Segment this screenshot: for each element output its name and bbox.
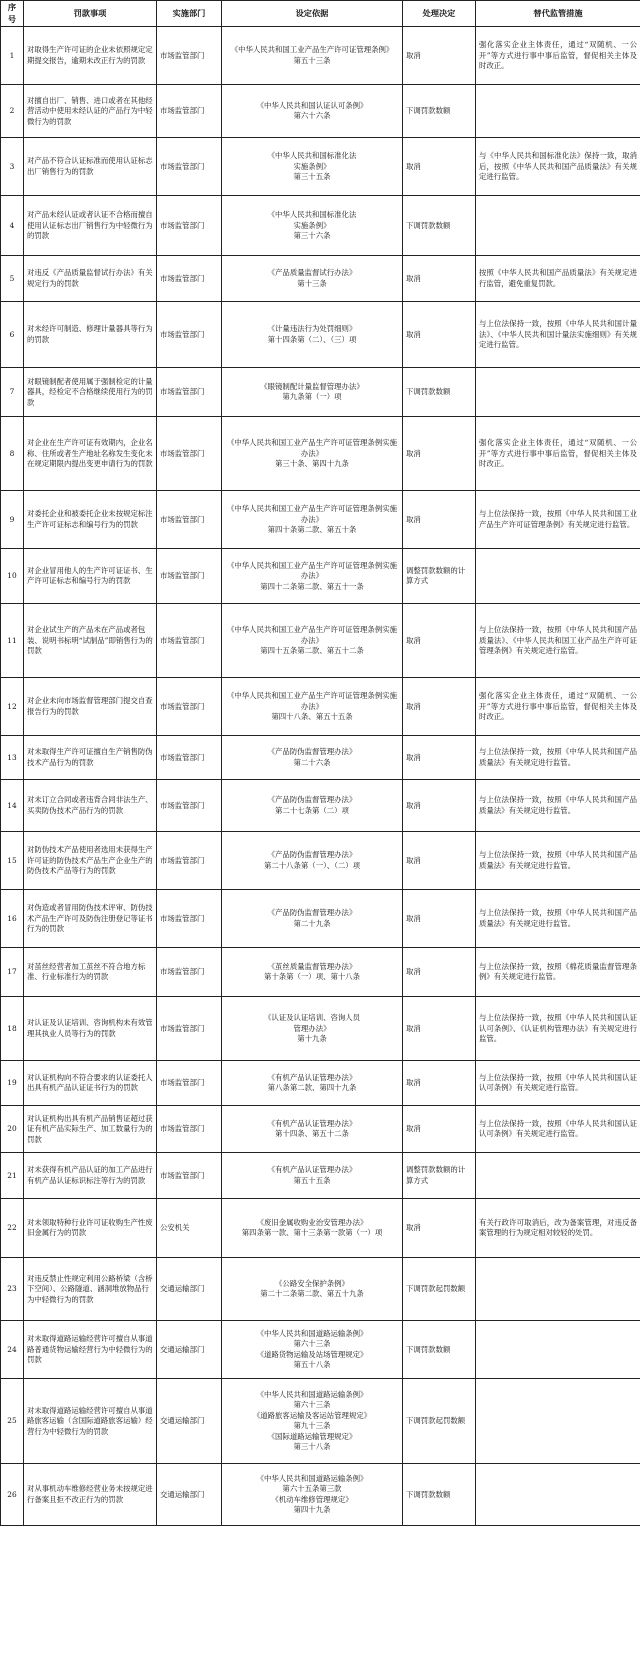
decision-cell: 调整罚款数额的计算方式 <box>403 549 476 604</box>
table-row <box>1 948 640 997</box>
table-row <box>1 196 640 256</box>
table-row <box>1 780 640 832</box>
legal-basis-cell: 《眼镜制配计量监督管理办法》 第九条第（一）项 <box>222 368 403 417</box>
row-number-cell: 9 <box>1 491 24 549</box>
row-number-cell: 22 <box>1 1199 24 1258</box>
penalty-item-cell: 对产品未经认证或者认证不合格而擅自使用认证标志出厂销售行为中轻微行为的罚款 <box>24 196 157 256</box>
table-row <box>1 491 640 549</box>
decision-cell: 取消 <box>403 1061 476 1106</box>
table-row <box>1 736 640 780</box>
table-row <box>1 27 640 85</box>
legal-basis-cell: 《有机产品认证管理办法》 第十四条、第五十二条 <box>222 1106 403 1153</box>
row-number-cell: 23 <box>1 1258 24 1321</box>
row-number-cell: 5 <box>1 256 24 302</box>
alternative-measures-cell: 与上位法保持一致，按照《中华人民共和国产品质量法》有关规定进行监管。 <box>476 832 640 890</box>
alternative-measures-cell <box>476 549 640 604</box>
table-row <box>1 85 640 138</box>
alternative-measures-cell: 与上位法保持一致，按照《中华人民共和国产品质量法》有关规定进行监管。 <box>476 780 640 832</box>
implementing-department-cell: 市场监管部门 <box>157 832 222 890</box>
table-row <box>1 678 640 736</box>
table-row <box>1 256 640 302</box>
decision-cell: 取消 <box>403 736 476 780</box>
table-body <box>1 27 640 1526</box>
legal-basis-cell: 《计量违法行为处罚细则》 第十四条第（二）、（三）项 <box>222 302 403 368</box>
implementing-department-cell: 市场监管部门 <box>157 1106 222 1153</box>
legal-basis-cell: 《公路安全保护条例》 第二十二条第二款、第五十九条 <box>222 1258 403 1321</box>
decision-cell: 取消 <box>403 302 476 368</box>
row-number-cell: 4 <box>1 196 24 256</box>
penalty-item-cell: 对未订立合同或者违背合同非法生产、买卖防伪技术产品行为的罚款 <box>24 780 157 832</box>
penalty-item-cell: 对未取得生产许可证擅自生产销售防伪技术产品行为的罚款 <box>24 736 157 780</box>
decision-cell: 取消 <box>403 890 476 948</box>
implementing-department-cell: 市场监管部门 <box>157 302 222 368</box>
decision-cell: 取消 <box>403 948 476 997</box>
row-number-cell: 2 <box>1 85 24 138</box>
decision-cell: 取消 <box>403 604 476 678</box>
legal-basis-cell: 《认证及认证培训、咨询人员 管理办法》 第十九条 <box>222 997 403 1061</box>
row-number-cell: 25 <box>1 1379 24 1464</box>
row-number-cell: 8 <box>1 417 24 491</box>
table-row <box>1 1379 640 1464</box>
decision-cell: 取消 <box>403 780 476 832</box>
penalty-item-cell: 对从事机动车维修经营业务未按规定进行备案且拒不改正行为的罚款 <box>24 1464 157 1526</box>
decision-cell: 下调罚款起罚数额 <box>403 1258 476 1321</box>
legal-basis-cell: 《中华人民共和国工业产品生产许可证管理条例实施办法》 第三十条、第四十九条 <box>222 417 403 491</box>
row-number-cell: 14 <box>1 780 24 832</box>
decision-cell: 取消 <box>403 1199 476 1258</box>
row-number-cell: 18 <box>1 997 24 1061</box>
legal-basis-cell: 《中华人民共和国道路运输条例》 第六十五条第三款 《机动车维修管理规定》 第四十九条 <box>222 1464 403 1526</box>
implementing-department-cell: 市场监管部门 <box>157 417 222 491</box>
implementing-department-cell: 市场监管部门 <box>157 491 222 549</box>
row-number-cell: 19 <box>1 1061 24 1106</box>
alternative-measures-cell: 与上位法保持一致，按照《中华人民共和国认证认可条例》有关规定进行监管。 <box>476 1061 640 1106</box>
alternative-measures-cell: 与上位法保持一致，按照《中华人民共和国产品质量法》有关规定进行监管。 <box>476 736 640 780</box>
row-number-cell: 10 <box>1 549 24 604</box>
alternative-measures-cell <box>476 1379 640 1464</box>
decision-cell: 下调罚款数额 <box>403 85 476 138</box>
row-number-cell: 15 <box>1 832 24 890</box>
implementing-department-cell: 交通运输部门 <box>157 1379 222 1464</box>
row-number-cell: 11 <box>1 604 24 678</box>
table-row <box>1 1464 640 1526</box>
penalty-item-cell: 对防伪技术产品使用者选用未获得生产许可证的防伪技术产品生产企业生产的防伪技术产品等行为的罚款 <box>24 832 157 890</box>
legal-basis-cell: 《有机产品认证管理办法》 第八条第二款、第四十九条 <box>222 1061 403 1106</box>
decision-cell: 下调罚款起罚数额 <box>403 1379 476 1464</box>
row-number-cell: 24 <box>1 1321 24 1379</box>
alternative-measures-cell: 与上位法保持一致，按照《中华人民共和国产品质量法》、《中华人民共和国工业产品生产许可证管理条例》有关规定进行监管。 <box>476 604 640 678</box>
table-row <box>1 302 640 368</box>
implementing-department-cell: 交通运输部门 <box>157 1321 222 1379</box>
alternative-measures-cell <box>476 1321 640 1379</box>
legal-basis-cell: 《中华人民共和国认证认可条例》 第六十六条 <box>222 85 403 138</box>
alternative-measures-cell <box>476 196 640 256</box>
legal-basis-cell: 《茧丝质量监督管理办法》 第十条第（一）项、第十八条 <box>222 948 403 997</box>
header-item: 罚款事项 <box>24 1 157 27</box>
implementing-department-cell: 市场监管部门 <box>157 1153 222 1199</box>
legal-basis-cell: 《中华人民共和国工业产品生产许可证管理条例实施办法》 第四十二条第二款、第五十一条 <box>222 549 403 604</box>
row-number-cell: 20 <box>1 1106 24 1153</box>
implementing-department-cell: 市场监管部门 <box>157 997 222 1061</box>
decision-cell: 取消 <box>403 417 476 491</box>
alternative-measures-cell: 有关行政许可取消后，改为备案管理，对违反备案管理的行为规定相对较轻的处罚。 <box>476 1199 640 1258</box>
table-row <box>1 604 640 678</box>
implementing-department-cell: 交通运输部门 <box>157 1258 222 1321</box>
alternative-measures-cell: 与上位法保持一致，按照《中华人民共和国认证认可条例》、《认证机构管理办法》有关规定进行监管。 <box>476 997 640 1061</box>
legal-basis-cell: 《中华人民共和国道路运输条例》 第六十三条 《道路货物运输及站场管理规定》 第五十八条 <box>222 1321 403 1379</box>
penalty-item-cell: 对违反禁止性规定利用公路桥梁（含桥下空间）、公路隧道、涵洞堆放物品行为中轻微行为的罚款 <box>24 1258 157 1321</box>
alternative-measures-cell: 与《中华人民共和国标准化法》保持一致，取消后，按照《中华人民共和国产品质量法》有关规定进行监管。 <box>476 138 640 196</box>
table-row <box>1 549 640 604</box>
legal-basis-cell: 《中华人民共和国工业产品生产许可证管理条例实施办法》 第四十五条第二款、第五十二条 <box>222 604 403 678</box>
implementing-department-cell: 市场监管部门 <box>157 138 222 196</box>
decision-cell: 取消 <box>403 997 476 1061</box>
implementing-department-cell: 市场监管部门 <box>157 368 222 417</box>
implementing-department-cell: 市场监管部门 <box>157 1061 222 1106</box>
implementing-department-cell: 交通运输部门 <box>157 1464 222 1526</box>
alternative-measures-cell: 与上位法保持一致，按照《中华人民共和国产品质量法》有关规定进行监管。 <box>476 890 640 948</box>
penalty-item-cell: 对茧丝经营者加工茧丝不符合地方标准、行业标准行为的罚款 <box>24 948 157 997</box>
penalty-item-cell: 对认证及认证培训、咨询机构未有效管理其执业人员等行为的罚款 <box>24 997 157 1061</box>
decision-cell: 调整罚款数额的计算方式 <box>403 1153 476 1199</box>
alternative-measures-cell <box>476 85 640 138</box>
legal-basis-cell: 《废旧金属收购业治安管理办法》 第四条第一款、第十三条第一款第（一）项 <box>222 1199 403 1258</box>
header-no: 序号 <box>1 1 24 27</box>
penalty-item-cell: 对未领取特种行业许可证收购生产性废旧金属行为的罚款 <box>24 1199 157 1258</box>
legal-basis-cell: 《产品防伪监督管理办法》 第二十六条 <box>222 736 403 780</box>
table-row <box>1 1321 640 1379</box>
decision-cell: 取消 <box>403 138 476 196</box>
row-number-cell: 6 <box>1 302 24 368</box>
penalty-item-cell: 对企业冒用他人的生产许可证证书、生产许可证标志和编号行为的罚款 <box>24 549 157 604</box>
alternative-measures-cell <box>476 1153 640 1199</box>
decision-cell: 下调罚款数额 <box>403 368 476 417</box>
row-number-cell: 17 <box>1 948 24 997</box>
legal-basis-cell: 《产品质量监督试行办法》 第十三条 <box>222 256 403 302</box>
row-number-cell: 1 <box>1 27 24 85</box>
alternative-measures-cell: 强化落实企业主体责任，通过“双随机、一公开”等方式进行事中事后监管，督促相关主体及时改正。 <box>476 27 640 85</box>
header-alt-measures: 替代监管措施 <box>476 1 640 27</box>
legal-basis-cell: 《产品防伪监督管理办法》 第二十七条第（二）项 <box>222 780 403 832</box>
table-row <box>1 1153 640 1199</box>
decision-cell: 取消 <box>403 678 476 736</box>
table-row <box>1 1258 640 1321</box>
alternative-measures-cell: 与上位法保持一致，按照《棉花质量监督管理条例》有关规定进行监管。 <box>476 948 640 997</box>
alternative-measures-cell: 与上位法保持一致，按照《中华人民共和国计量法》、《中华人民共和国计量法实施细则》有关规定进行监管。 <box>476 302 640 368</box>
penalty-item-cell: 对违反《产品质量监督试行办法》有关规定行为的罚款 <box>24 256 157 302</box>
penalty-item-cell: 对企业在生产许可证有效期内，企业名称、住所或者生产地址名称发生变化未在规定期限内提出变更申请行为的罚款 <box>24 417 157 491</box>
penalty-item-cell: 对眼镜制配者使用属于强制检定的计量器具，经检定不合格继续使用行为的罚款 <box>24 368 157 417</box>
legal-basis-cell: 《中华人民共和国标准化法 实施条例》 第三十六条 <box>222 196 403 256</box>
penalty-item-cell: 对取得生产许可证的企业未依照规定定期提交报告，逾期未改正行为的罚款 <box>24 27 157 85</box>
implementing-department-cell: 市场监管部门 <box>157 780 222 832</box>
row-number-cell: 3 <box>1 138 24 196</box>
table-row <box>1 138 640 196</box>
penalty-item-cell: 对未获得有机产品认证的加工产品进行有机产品认证标识标注等行为的罚款 <box>24 1153 157 1199</box>
implementing-department-cell: 市场监管部门 <box>157 256 222 302</box>
row-number-cell: 21 <box>1 1153 24 1199</box>
alternative-measures-cell: 强化落实企业主体责任，通过“双随机、一公开”等方式进行事中事后监管，督促相关主体及时改正。 <box>476 417 640 491</box>
penalty-item-cell: 对未经许可制造、修理计量器具等行为的罚款 <box>24 302 157 368</box>
legal-basis-cell: 《产品防伪监督管理办法》 第二十九条 <box>222 890 403 948</box>
implementing-department-cell: 市场监管部门 <box>157 85 222 138</box>
penalty-item-cell: 对未取得道路运输经营许可擅自从事道路普通货物运输经营行为中轻微行为的罚款 <box>24 1321 157 1379</box>
decision-cell: 下调罚款数额 <box>403 1464 476 1526</box>
penalty-item-cell: 对未取得道路运输经营许可擅自从事道路旅客运输（含国际道路旅客运输）经营行为中轻微行为的罚款 <box>24 1379 157 1464</box>
penalty-item-cell: 对伪造或者冒用防伪技术评审、防伪技术产品生产许可及防伪注册登记等证书行为的罚款 <box>24 890 157 948</box>
header-decision: 处理决定 <box>403 1 476 27</box>
table-row <box>1 997 640 1061</box>
table-row <box>1 1106 640 1153</box>
row-number-cell: 16 <box>1 890 24 948</box>
penalty-item-cell: 对企业未向市场监督管理部门提交自查报告行为的罚款 <box>24 678 157 736</box>
legal-basis-cell: 《中华人民共和国标准化法 实施条例》 第三十五条 <box>222 138 403 196</box>
penalty-item-cell: 对企业试生产的产品未在产品或者包装、说明书标明“试制品”即销售行为的罚款 <box>24 604 157 678</box>
legal-basis-cell: 《产品防伪监督管理办法》 第二十八条第（一）、（二）项 <box>222 832 403 890</box>
header-dept: 实施部门 <box>157 1 222 27</box>
implementing-department-cell: 市场监管部门 <box>157 196 222 256</box>
table-row <box>1 1061 640 1106</box>
row-number-cell: 7 <box>1 368 24 417</box>
table-row <box>1 368 640 417</box>
alternative-measures-cell <box>476 1258 640 1321</box>
legal-basis-cell: 《中华人民共和国道路运输条例》 第六十三条 《道路旅客运输及客运站管理规定》 第九十三条 《国际道路运输管理规定》 第三十八条 <box>222 1379 403 1464</box>
table-row <box>1 417 640 491</box>
decision-cell: 取消 <box>403 1106 476 1153</box>
penalty-item-cell: 对委托企业和被委托企业未按规定标注生产许可证标志和编号行为的罚款 <box>24 491 157 549</box>
legal-basis-cell: 《中华人民共和国工业产品生产许可证管理条例》 第五十三条 <box>222 27 403 85</box>
decision-cell: 取消 <box>403 256 476 302</box>
decision-cell: 取消 <box>403 491 476 549</box>
table-row <box>1 1199 640 1258</box>
alternative-measures-cell <box>476 1464 640 1526</box>
alternative-measures-cell: 与上位法保持一致，按照《中华人民共和国工业产品生产许可证管理条例》有关规定进行监管。 <box>476 491 640 549</box>
penalty-item-cell: 对产品不符合认证标准而使用认证标志出厂销售行为的罚款 <box>24 138 157 196</box>
implementing-department-cell: 市场监管部门 <box>157 27 222 85</box>
implementing-department-cell: 公安机关 <box>157 1199 222 1258</box>
legal-basis-cell: 《有机产品认证管理办法》 第五十五条 <box>222 1153 403 1199</box>
penalty-item-cell: 对认证机构出具有机产品销售证超过获证有机产品实际生产、加工数量行为的罚款 <box>24 1106 157 1153</box>
implementing-department-cell: 市场监管部门 <box>157 678 222 736</box>
implementing-department-cell: 市场监管部门 <box>157 604 222 678</box>
legal-basis-cell: 《中华人民共和国工业产品生产许可证管理条例实施办法》 第四十八条、第五十五条 <box>222 678 403 736</box>
legal-basis-cell: 《中华人民共和国工业产品生产许可证管理条例实施办法》 第四十条第二款、第五十条 <box>222 491 403 549</box>
alternative-measures-cell: 按照《中华人民共和国产品质量法》有关规定进行监管，避免重复罚款。 <box>476 256 640 302</box>
implementing-department-cell: 市场监管部门 <box>157 948 222 997</box>
implementing-department-cell: 市场监管部门 <box>157 890 222 948</box>
header-row <box>1 1 640 27</box>
row-number-cell: 13 <box>1 736 24 780</box>
decision-cell: 下调罚款数额 <box>403 1321 476 1379</box>
decision-cell: 下调罚款数额 <box>403 196 476 256</box>
alternative-measures-cell: 与上位法保持一致，按照《中华人民共和国认证认可条例》有关规定进行监管。 <box>476 1106 640 1153</box>
alternative-measures-cell: 强化落实企业主体责任，通过“双随机、一公开”等方式进行事中事后监管，督促相关主体及时改正。 <box>476 678 640 736</box>
implementing-department-cell: 市场监管部门 <box>157 549 222 604</box>
alternative-measures-cell <box>476 368 640 417</box>
implementing-department-cell: 市场监管部门 <box>157 736 222 780</box>
table-row <box>1 890 640 948</box>
row-number-cell: 26 <box>1 1464 24 1526</box>
decision-cell: 取消 <box>403 832 476 890</box>
table-row <box>1 832 640 890</box>
penalty-item-cell: 对认证机构向不符合要求的认证委托人出具有机产品认证证书行为的罚款 <box>24 1061 157 1106</box>
penalty-item-cell: 对擅自出厂、销售、进口或者在其他经营活动中使用未经认证的产品行为中轻微行为的罚款 <box>24 85 157 138</box>
header-basis: 设定依据 <box>222 1 403 27</box>
decision-cell: 取消 <box>403 27 476 85</box>
row-number-cell: 12 <box>1 678 24 736</box>
